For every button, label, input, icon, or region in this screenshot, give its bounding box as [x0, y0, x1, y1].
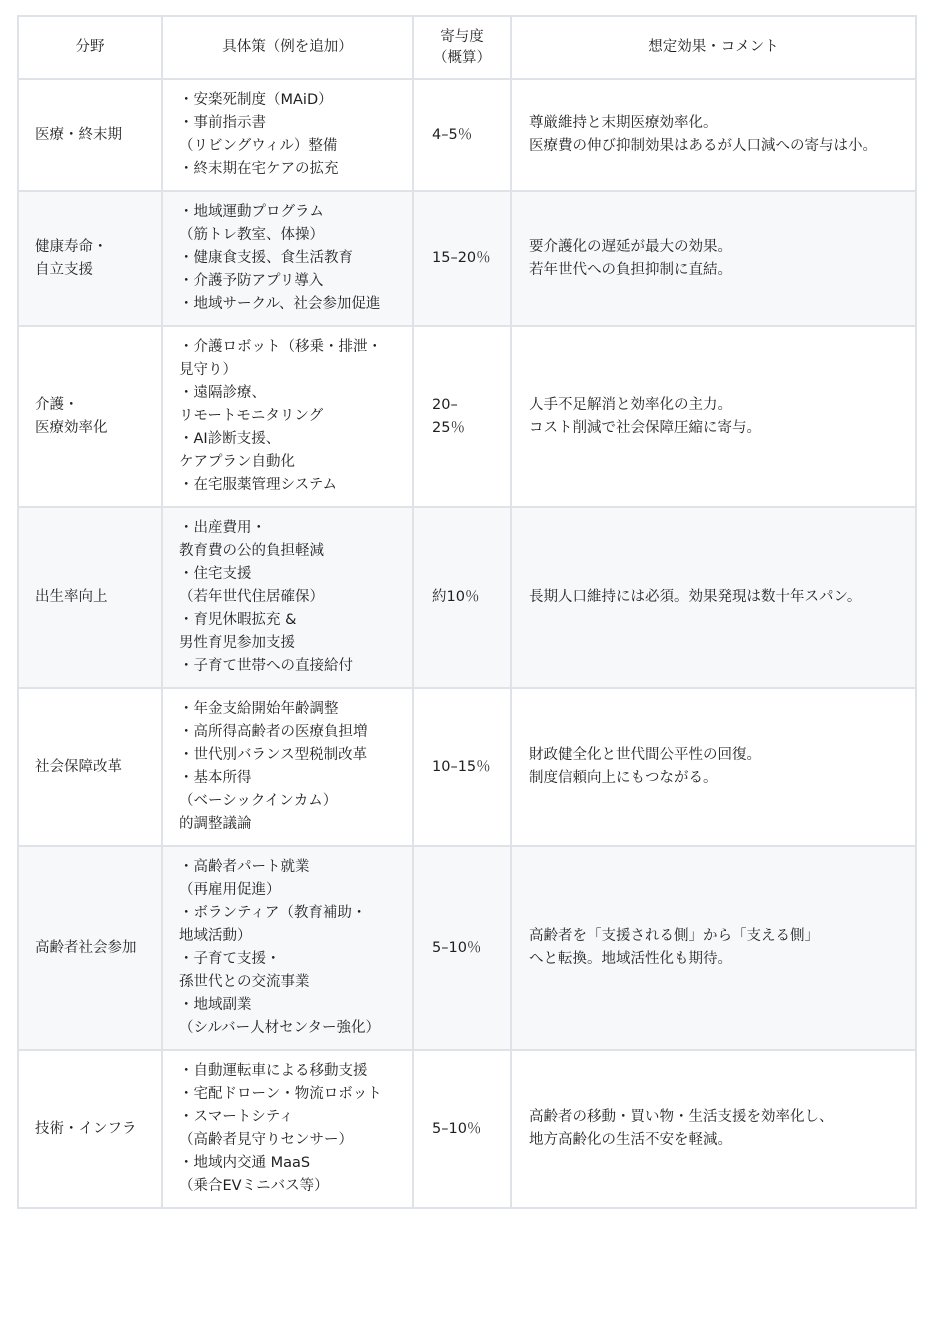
contribution-line: 5–10％ — [432, 939, 482, 956]
measures-line: ・宅配ドローン・物流ロボット — [179, 1086, 382, 1102]
table-row — [18, 191, 916, 326]
table-row — [18, 846, 916, 1050]
field-line: 自立支援 — [35, 261, 93, 278]
field-line: 医療効率化 — [35, 419, 108, 436]
field-line: 健康寿命・ — [35, 238, 108, 255]
comment-cell — [511, 191, 916, 326]
header-comment: 想定効果・コメント — [511, 16, 916, 79]
contribution-cell — [413, 326, 511, 507]
table-row — [18, 507, 916, 688]
comment-line: へと転換。地域活性化も期待。 — [529, 951, 732, 967]
contribution-line: 25％ — [432, 419, 465, 436]
contribution-cell — [413, 507, 511, 688]
contribution-cell — [413, 688, 511, 846]
field-line: 医療・終末期 — [35, 126, 122, 143]
measures-line: ・育児休暇拡充 & — [179, 612, 297, 628]
comment-line: 医療費の伸び抑制効果はあるが人口減への寄与は小。 — [529, 138, 877, 154]
measures-line: ・地域内交通 MaaS — [179, 1155, 311, 1171]
field-cell — [18, 507, 162, 688]
measures-line: ・健康食支援、食生活教育 — [179, 250, 353, 266]
comment-line: コスト削減で社会保障圧縮に寄与。 — [529, 419, 761, 436]
policy-table-container — [17, 15, 915, 1209]
contribution-line: 20– — [432, 396, 458, 413]
comment-line: 長期人口維持には必須。効果発現は数十年スパン。 — [529, 589, 862, 605]
comment-cell — [511, 326, 916, 507]
field-cell — [18, 326, 162, 507]
measures-line: 地域活動） — [179, 928, 252, 944]
field-line: 出生率向上 — [35, 589, 108, 605]
measures-line: （筋トレ教室、体操） — [179, 227, 324, 243]
field-line: 社会保障改革 — [35, 758, 122, 775]
measures-line: ・住宅支援 — [179, 566, 252, 582]
comment-cell — [511, 79, 916, 191]
measures-line: ・終末期在宅ケアの拡充 — [179, 161, 339, 177]
measures-line: ・自動運転車による移動支援 — [179, 1063, 368, 1079]
field-line: 技術・インフラ — [35, 1120, 137, 1137]
comment-line: 高齢者を「支援される側」から「支える側」 — [529, 928, 819, 944]
contribution-cell — [413, 846, 511, 1050]
comment-line: 高齢者の移動・買い物・生活支援を効率化し、 — [529, 1109, 834, 1125]
measures-line: （若年世代住居確保） — [179, 589, 324, 605]
field-cell — [18, 79, 162, 191]
comment-line: 人手不足解消と効率化の主力。 — [529, 396, 732, 413]
measures-line: ・ボランティア（教育補助・ — [179, 905, 367, 921]
comment-cell — [511, 507, 916, 688]
comment-cell — [511, 846, 916, 1050]
comment-cell — [511, 1050, 916, 1208]
policy-table — [17, 15, 917, 1209]
measures-cell — [162, 79, 413, 191]
contribution-cell — [413, 191, 511, 326]
header-contribution-line: 寄与度 — [440, 28, 484, 45]
measures-line: ・地域副業 — [179, 997, 252, 1013]
measures-line: 男性育児参加支援 — [179, 635, 295, 651]
measures-cell — [162, 507, 413, 688]
measures-line: ・事前指示書 — [179, 115, 266, 131]
measures-line: ・地域サークル、社会参加促進 — [179, 296, 381, 312]
measures-line: （乗合EVミニバス等） — [179, 1178, 329, 1194]
measures-cell — [162, 191, 413, 326]
measures-line: ・世代別バランス型税制改革 — [179, 747, 368, 763]
measures-line: （ベーシックインカム） — [179, 793, 338, 809]
contribution-line: 4–5％ — [432, 126, 473, 143]
measures-line: ・在宅服薬管理システム — [179, 477, 338, 493]
measures-line: ・AI診断支援、 — [179, 431, 281, 447]
table-row — [18, 688, 916, 846]
comment-cell — [511, 688, 916, 846]
measures-line: ・基本所得 — [179, 770, 252, 786]
comment-line: 財政健全化と世代間公平性の回復。 — [529, 747, 761, 763]
measures-cell — [162, 326, 413, 507]
measures-line: ・子育て世帯への直接給付 — [179, 658, 353, 674]
measures-line: ・地域運動プログラム — [179, 204, 324, 220]
measures-cell — [162, 846, 413, 1050]
measures-line: リモートモニタリング — [179, 408, 324, 424]
comment-line: 尊厳維持と末期医療効率化。 — [529, 115, 718, 131]
field-line: 高齢者社会参加 — [35, 939, 137, 956]
measures-line: （高齢者見守りセンサー） — [179, 1132, 353, 1148]
measures-line: ・年金支給開始年齢調整 — [179, 701, 339, 717]
measures-line: （リビングウィル）整備 — [179, 138, 338, 154]
header-field: 分野 — [18, 16, 162, 79]
comment-line: 制度信頼向上にもつながる。 — [529, 770, 718, 786]
measures-line: （再雇用促進） — [179, 882, 281, 898]
measures-cell — [162, 1050, 413, 1208]
field-cell — [18, 846, 162, 1050]
header-measures: 具体策（例を追加） — [162, 16, 413, 79]
contribution-line: 15–20％ — [432, 250, 491, 266]
field-line: 介護・ — [35, 396, 79, 413]
measures-line: 教育費の公的負担軽減 — [179, 543, 324, 559]
table-header-row — [18, 16, 916, 79]
table-row — [18, 326, 916, 507]
measures-line: 見守り） — [179, 362, 237, 378]
field-cell — [18, 191, 162, 326]
measures-line: ・スマートシティ — [179, 1109, 294, 1125]
measures-line: 孫世代との交流事業 — [179, 974, 310, 990]
comment-line: 要介護化の遅延が最大の効果。 — [529, 238, 732, 255]
table-row — [18, 1050, 916, 1208]
measures-line: ケアプラン自動化 — [179, 454, 295, 470]
header-contribution-line: （概算） — [433, 49, 491, 66]
measures-line: ・高所得高齢者の医療負担増 — [179, 724, 368, 740]
measures-line: ・高齢者パート就業 — [179, 859, 310, 875]
comment-line: 地方高齢化の生活不安を軽減。 — [529, 1132, 732, 1148]
measures-line: ・子育て支援・ — [179, 951, 281, 967]
measures-line: ・安楽死制度（MAiD） — [179, 92, 333, 108]
contribution-line: 10–15％ — [432, 758, 491, 775]
comment-line: 若年世代への負担抑制に直結。 — [529, 261, 732, 278]
measures-line: ・出産費用・ — [179, 520, 266, 536]
field-cell — [18, 688, 162, 846]
measures-line: 的調整議論 — [179, 816, 252, 832]
measures-line: ・介護予防アプリ導入 — [179, 273, 324, 289]
measures-cell — [162, 688, 413, 846]
measures-line: （シルバー人材センター強化） — [179, 1020, 381, 1036]
measures-line: ・遠隔診療、 — [179, 385, 266, 401]
contribution-cell — [413, 79, 511, 191]
contribution-cell — [413, 1050, 511, 1208]
contribution-line: 5–10％ — [432, 1120, 482, 1137]
table-body — [18, 79, 916, 1208]
measures-line: ・介護ロボット（移乗・排泄・ — [179, 339, 382, 355]
header-contribution — [413, 16, 511, 79]
field-cell — [18, 1050, 162, 1208]
table-row — [18, 79, 916, 191]
contribution-line: 約10％ — [432, 589, 480, 605]
